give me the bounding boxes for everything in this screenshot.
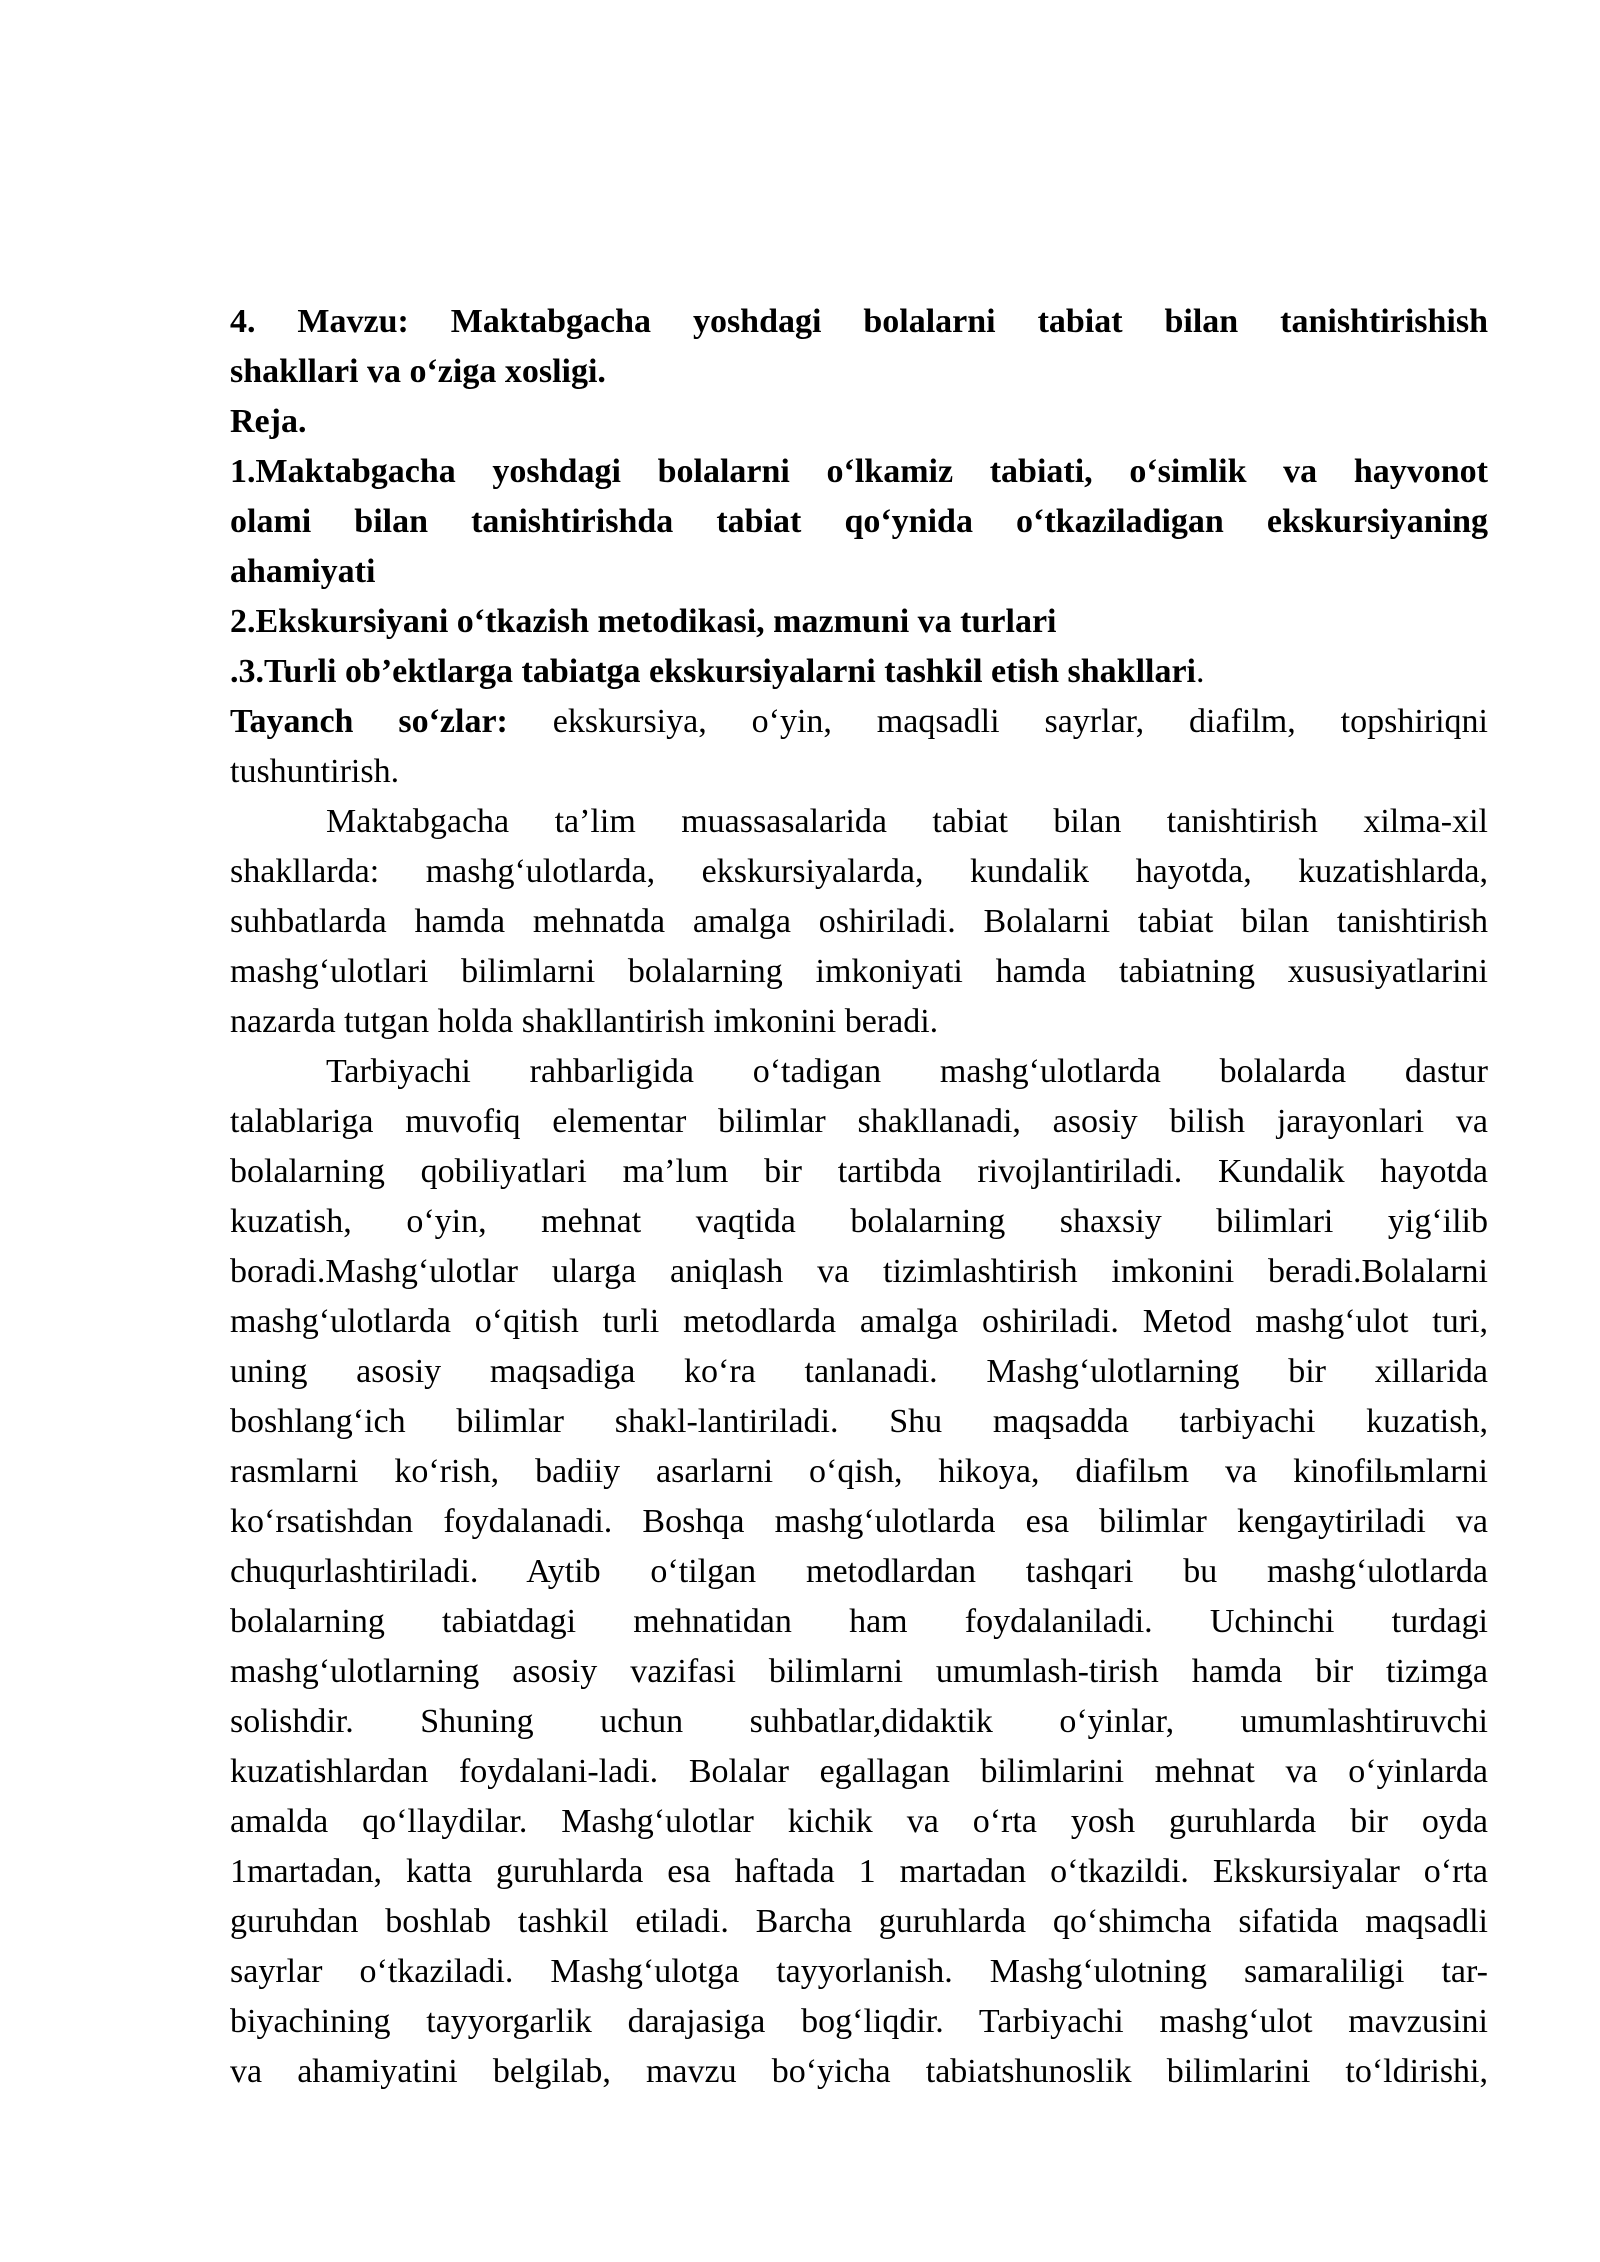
paragraph-line: va ahamiyatini belgilab, mavzu bo‘yicha tabiatshunoslik bilimlarini to‘ldirishi,: [230, 2053, 1488, 2090]
keywords-text-continued: tushuntirish.: [230, 753, 400, 790]
document-body: [230, 297, 1488, 2097]
paragraph-line: guruhdan boshlab tashkil etiladi. Barcha guruhlarda qo‘shimcha sifatida maqsadli: [230, 1903, 1488, 1940]
paragraph-line: solishdir. Shuning uchun suhbatlar,didaktik o‘yinlar, umumlashtiruvchi: [230, 1703, 1488, 1740]
keywords-section: [230, 697, 1488, 797]
paragraph-line: chuqurlashtiriladi. Aytib o‘tilgan metodlardan tashqari bu mashg‘ulotlarda: [230, 1553, 1488, 1590]
paragraph-line: boshlang‘ich bilimlar shakl-lantiriladi. Shu maqsadda tarbiyachi kuzatish,: [230, 1403, 1488, 1440]
topic-heading: [230, 297, 1488, 397]
plan-title: Reja.: [230, 403, 307, 440]
paragraph-line: bolalarning qobiliyatlari ma’lum bir tartibda rivojlantiriladi. Kundalik hayotda: [230, 1153, 1488, 1190]
plan-item-1-line: ahamiyati: [230, 553, 376, 590]
plan-item-2: 2.Ekskursiyani o‘tkazish metodikasi, mazmuni va turlari: [230, 603, 1057, 640]
paragraph-line: kuzatish, o‘yin, mehnat vaqtida bolalarning shaxsiy bilimlari yig‘ilib: [230, 1203, 1488, 1240]
paragraph-line: amalda qo‘llaydilar. Mashg‘ulotlar kichik va o‘rta yosh guruhlarda bir oyda: [230, 1803, 1488, 1840]
paragraph-line: rasmlarni ko‘rish, badiiy asarlarni o‘qish, hikoya, diafilьm va kinofilьmlarni: [230, 1453, 1488, 1490]
paragraph-line: talablariga muvofiq elementar bilimlar shakllanadi, asosiy bilish jarayonlari va: [230, 1103, 1488, 1140]
paragraph-line: mashg‘ulotlari bilimlarni bolalarning imkoniyati hamda tabiatning xususiyatlarini: [230, 953, 1488, 990]
paragraph-line: uning asosiy maqsadiga ko‘ra tanlanadi. Mashg‘ulotlarning bir xillarida: [230, 1353, 1488, 1390]
paragraph-line: bolalarning tabiatdagi mehnatidan ham foydalaniladi. Uchinchi turdagi: [230, 1603, 1488, 1640]
paragraph-line: 1martadan, katta guruhlarda esa haftada 1 martadan o‘tkazildi. Ekskursiyalar o‘rta: [230, 1853, 1488, 1890]
keywords-line: [230, 697, 1488, 747]
paragraph-2: [230, 1047, 1488, 2097]
plan-item-1-line: olami bilan tanishtirishda tabiat qo‘ynida o‘tkaziladigan ekskursiyaning: [230, 503, 1488, 540]
paragraph-line: shakllarda: mashg‘ulotlarda, ekskursiyalarda, kundalik hayotda, kuzatishlarda,: [230, 853, 1488, 890]
paragraph-line: ko‘rsatishdan foydalanadi. Boshqa mashg‘ulotlarda esa bilimlar kengaytiriladi va: [230, 1503, 1488, 1540]
paragraph-line: Maktabgacha ta’lim muassasalarida tabiat bilan tanishtirish xilma-xil: [326, 803, 1488, 840]
plan-item-3: .3.Turli ob’ektlarga tabiatga ekskursiyalarni tashkil etish shakllari: [230, 653, 1196, 690]
keywords-text: ekskursiya, o‘yin, maqsadli sayrlar, diafilm, topshiriqni: [507, 703, 1488, 740]
heading-line: shakllari va o‘ziga xosligi.: [230, 353, 606, 390]
paragraph-line: biyachining tayyorgarlik darajasiga bog‘liqdir. Tarbiyachi mashg‘ulot mavzusini: [230, 2003, 1488, 2040]
keywords-label: Tayanch so‘zlar:: [230, 703, 508, 740]
plan-item-3-period: .: [1196, 653, 1205, 690]
plan-item-3-line: [230, 647, 1488, 697]
paragraph-line: kuzatishlardan foydalani-ladi. Bolalar egallagan bilimlarini mehnat va o‘yinlarda: [230, 1753, 1488, 1790]
paragraph-line: mashg‘ulotlarning asosiy vazifasi bilimlarni umumlash-tirish hamda bir tizimga: [230, 1653, 1488, 1690]
plan-section: [230, 397, 1488, 697]
paragraph-line: sayrlar o‘tkaziladi. Mashg‘ulotga tayyorlanish. Mashg‘ulotning samaraliligi tar-: [230, 1953, 1488, 1990]
paragraph-line: boradi.Mashg‘ulotlar ularga aniqlash va tizimlashtirish imkonini beradi.Bolalarni: [230, 1253, 1488, 1290]
paragraph-1: [230, 797, 1488, 1047]
paragraph-line: nazarda tutgan holda shakllantirish imkonini beradi.: [230, 1003, 939, 1040]
paragraph-line: mashg‘ulotlarda o‘qitish turli metodlarda amalga oshiriladi. Metod mashg‘ulot turi,: [230, 1303, 1488, 1340]
plan-item-1-line: 1.Maktabgacha yoshdagi bolalarni o‘lkamiz tabiati, o‘simlik va hayvonot: [230, 453, 1488, 490]
heading-line: 4. Mavzu: Maktabgacha yoshdagi bolalarni tabiat bilan tanishtirishish: [230, 303, 1488, 340]
paragraph-line: suhbatlarda hamda mehnatda amalga oshiriladi. Bolalarni tabiat bilan tanishtirish: [230, 903, 1488, 940]
paragraph-line: Tarbiyachi rahbarligida o‘tadigan mashg‘ulotlarda bolalarda dastur: [326, 1053, 1488, 1090]
